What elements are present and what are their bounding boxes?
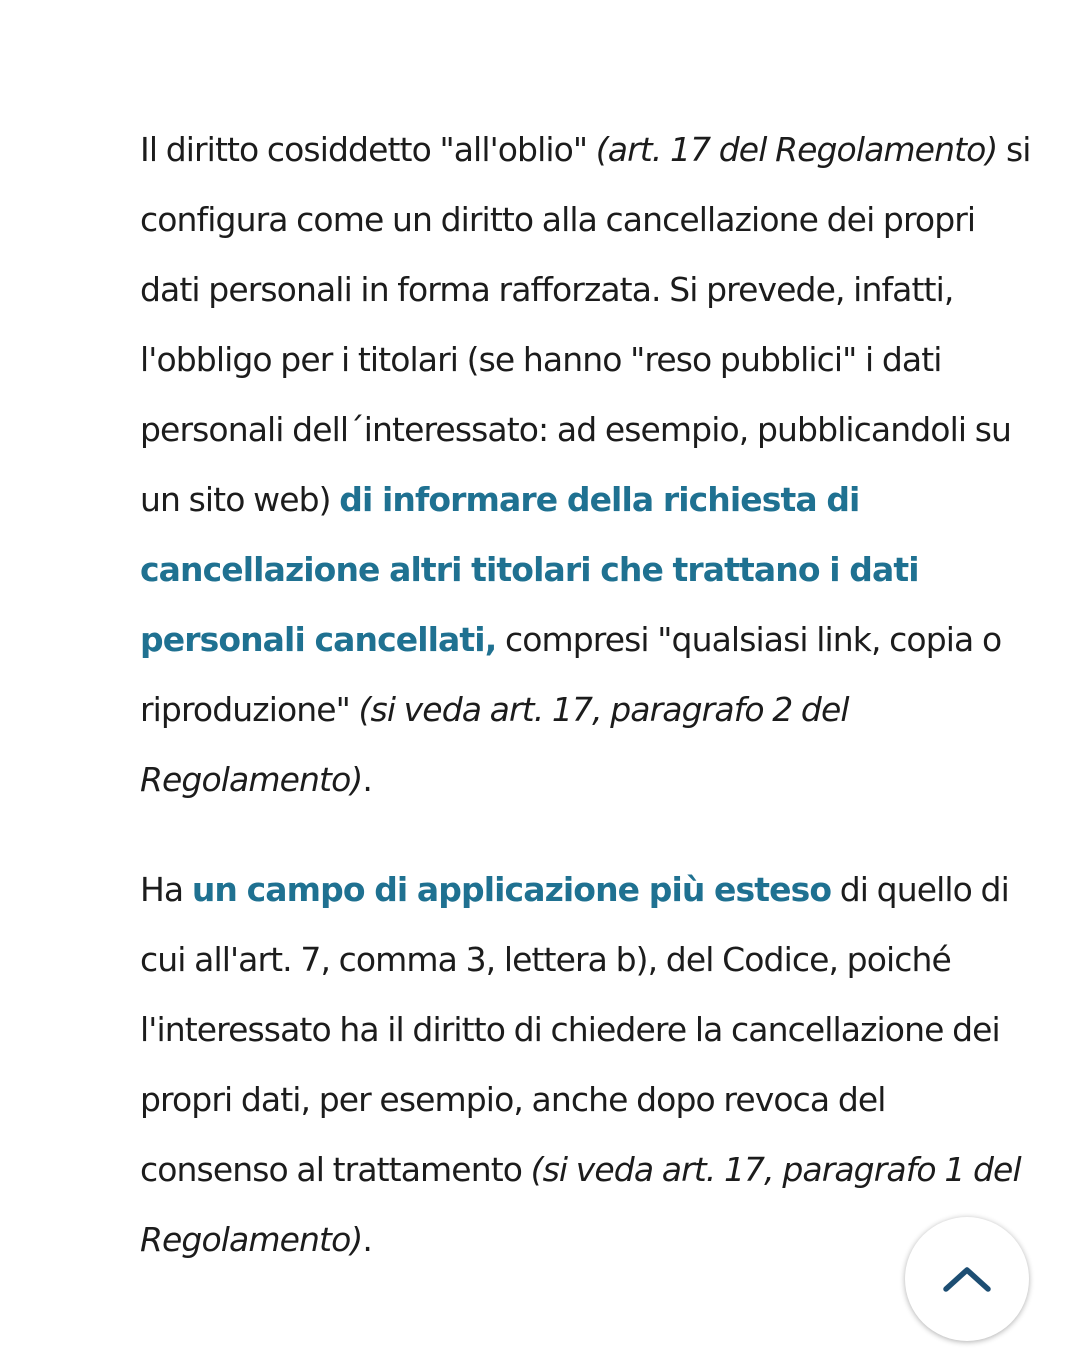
paragraph-right-to-be-forgotten xyxy=(140,115,1040,815)
text-segment: Il diritto cosiddetto "all'oblio" xyxy=(140,130,596,169)
article-body xyxy=(140,115,1040,1275)
paragraph-scope xyxy=(140,855,1040,1275)
chevron-up-icon xyxy=(942,1265,992,1293)
article-reference: (si veda art. 17, paragrafo 2 del Regolamento) xyxy=(140,690,849,799)
text-segment: . xyxy=(362,1220,372,1259)
article-reference: (art. 17 del Regolamento) xyxy=(595,130,998,169)
text-segment: si configura come un diritto alla cancellazione dei propri dati personali in forma rafforzata. Si prevede, infatti, l'obbligo per i titolari (se hanno "reso pubblici" i dati personali dell´interessato: ad esempio, pubblicandoli su un sito web) xyxy=(140,130,1031,519)
text-segment: . xyxy=(362,760,372,799)
scroll-to-top-button[interactable] xyxy=(905,1217,1029,1341)
text-segment: di quello di cui all'art. 7, comma 3, lettera b), del Codice, poiché l'interessato ha il diritto di chiedere la cancellazione dei propri dati, per esempio, anche dopo revoca del consenso al trattamento xyxy=(140,870,1009,1189)
highlighted-text: un campo di applicazione più esteso xyxy=(191,870,832,909)
text-segment: Ha xyxy=(140,870,192,909)
text-segment: compresi "qualsiasi link, copia o riproduzione" xyxy=(140,620,1002,729)
highlighted-text: di informare della richiesta di cancellazione altri titolari che trattano i dati personali cancellati, xyxy=(140,480,919,659)
article-reference: (si veda art. 17, paragrafo 1 del Regolamento) xyxy=(140,1150,1021,1259)
